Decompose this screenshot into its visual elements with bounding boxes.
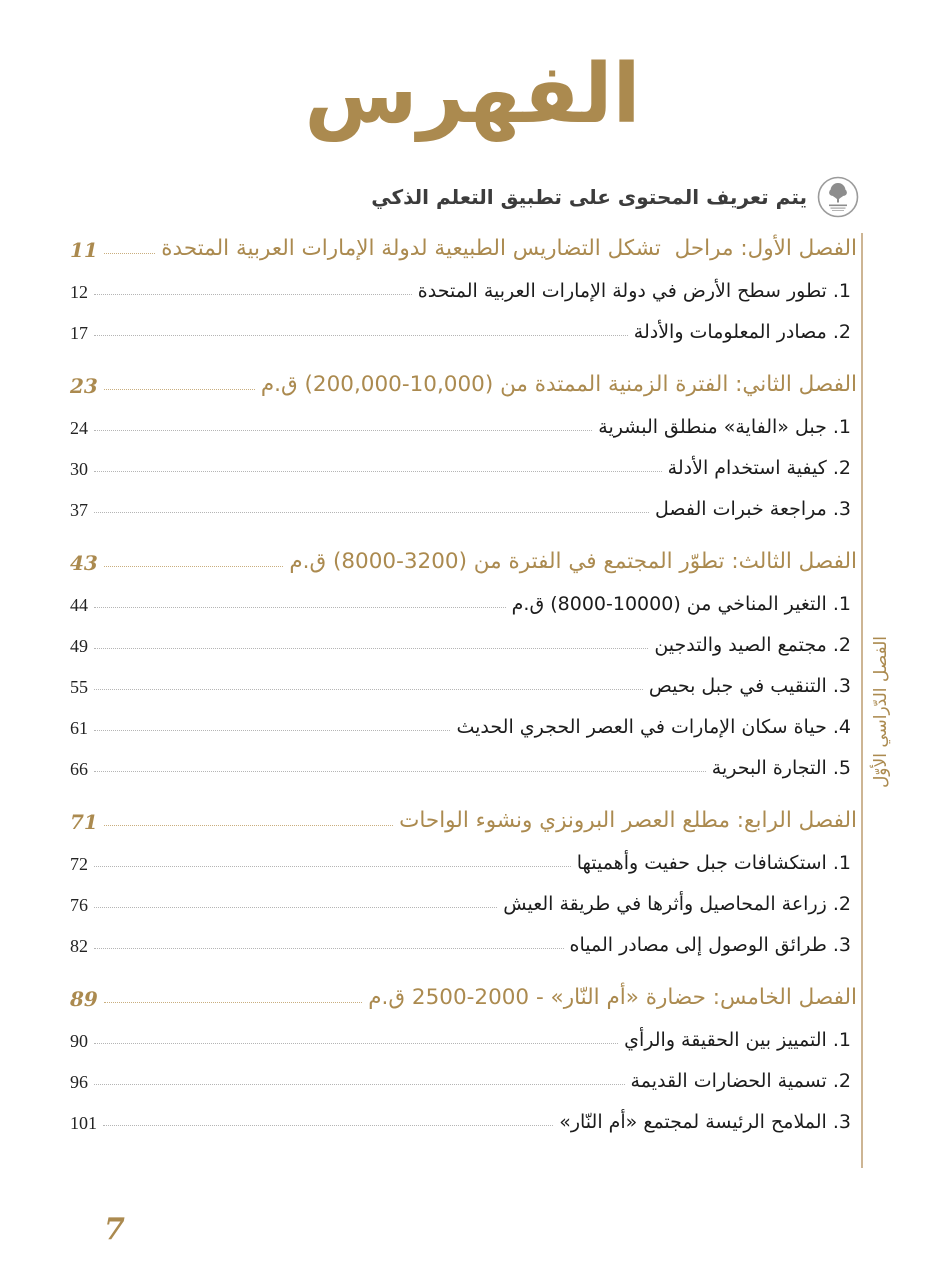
- toc-item-row-page-number: 101: [70, 1113, 97, 1133]
- toc-item-row-page-number: 61: [70, 718, 88, 738]
- page-number: 7: [104, 1212, 125, 1247]
- dotted-leader: [94, 907, 497, 908]
- dotted-leader: [94, 730, 450, 731]
- toc-item-row-label: 2. تسمية الحضارات القديمة: [630, 1070, 851, 1092]
- page-title: الفهرس: [304, 47, 641, 142]
- smart-learning-note: [371, 176, 859, 218]
- toc-item-row-page-number: 76: [70, 895, 88, 915]
- toc-item-row: [70, 578, 857, 619]
- toc-chapter-row: [70, 537, 857, 578]
- toc-item-row-page-number: 49: [70, 636, 88, 656]
- dotted-leader: [104, 253, 155, 254]
- toc-item-row-label: 1. تطور سطح الأرض في دولة الإمارات العربية المتحدة: [417, 280, 851, 302]
- toc-chapter-row-label: الفصل الأول: مراحل تشكل التضاريس الطبيعية لدولة الإمارات العربية المتحدة: [161, 236, 857, 261]
- toc-chapter-row-page-number: 43: [70, 551, 98, 575]
- toc-item-row: [70, 837, 857, 878]
- dotted-leader: [104, 389, 255, 390]
- dotted-leader: [103, 1125, 553, 1126]
- toc-item-row-page-number: 30: [70, 459, 88, 479]
- dotted-leader: [94, 948, 564, 949]
- toc-chapter-row-page-number: 71: [70, 810, 98, 834]
- toc-item-row-label: 3. الملامح الرئيسة لمجتمع «أم النّار»: [559, 1111, 851, 1133]
- toc-item-row: [70, 919, 857, 960]
- toc-item-row-label: 2. مجتمع الصيد والتدجين: [654, 634, 851, 656]
- toc-item-row-page-number: 17: [70, 323, 88, 343]
- toc-item-row: [70, 401, 857, 442]
- dotted-leader: [94, 471, 662, 472]
- toc-chapter-row-label: الفصل الثالث: تطوّر المجتمع في الفترة من (3200-8000) ق.م: [289, 549, 857, 574]
- toc-item-row: [70, 1096, 857, 1137]
- toc-item-row-label: 3. طرائق الوصول إلى مصادر المياه: [569, 934, 851, 956]
- toc-item-row-label: 1. جبل «الفاية» منطلق البشرية: [598, 416, 851, 438]
- toc-item-row: [70, 483, 857, 524]
- toc-item-row-page-number: 66: [70, 759, 88, 779]
- dotted-leader: [94, 866, 571, 867]
- toc-item-row-label: 1. استكشافات جبل حفيت وأهميتها: [576, 852, 851, 874]
- toc-item-row-label: 4. حياة سكان الإمارات في العصر الحجري الحديث: [456, 716, 851, 738]
- toc-item-row: [70, 878, 857, 919]
- toc-item-row: [70, 619, 857, 660]
- dotted-leader: [104, 566, 283, 567]
- toc-item-row-page-number: 90: [70, 1031, 88, 1051]
- toc-item-row-page-number: 55: [70, 677, 88, 697]
- toc-item-row: [70, 660, 857, 701]
- toc-item-row-page-number: 24: [70, 418, 88, 438]
- toc-item-row: [70, 1055, 857, 1096]
- dotted-leader: [94, 512, 649, 513]
- toc-item-row-label: 3. التنقيب في جبل بحيص: [648, 675, 851, 697]
- toc-chapter-row-page-number: 89: [70, 987, 98, 1011]
- toc-item-row-label: 3. مراجعة خبرات الفصل: [655, 498, 851, 520]
- toc-item-row-page-number: 82: [70, 936, 88, 956]
- dotted-leader: [94, 607, 506, 608]
- semester-sidebar-label: الفصل الدّراسي الأوّل: [871, 635, 891, 789]
- toc-item-row: [70, 442, 857, 483]
- dotted-leader: [94, 1043, 618, 1044]
- toc-item-row: [70, 1014, 857, 1055]
- toc-item-row-label: 2. زراعة المحاصيل وأثرها في طريقة العيش: [503, 893, 851, 915]
- toc-item-row: [70, 742, 857, 783]
- toc-item-row-label: 2. كيفية استخدام الأدلة: [667, 457, 851, 479]
- toc-chapter-row-label: الفصل الخامس: حضارة «أم النّار» - 2000-2500 ق.م: [368, 985, 857, 1010]
- toc-item-row: [70, 265, 857, 306]
- toc-item-row-page-number: 96: [70, 1072, 88, 1092]
- toc-chapter-row-page-number: 23: [70, 374, 98, 398]
- toc-item-row-label: 5. التجارة البحرية: [711, 757, 851, 779]
- toc-chapter-row-label: الفصل الثاني: الفترة الزمنية الممتدة من (10,000-200,000) ق.م: [260, 372, 857, 397]
- dotted-leader: [94, 771, 706, 772]
- toc-item-row-page-number: 44: [70, 595, 88, 615]
- toc-item-row-label: 2. مصادر المعلومات والأدلة: [633, 321, 851, 343]
- smart-learning-note-text: يتم تعريف المحتوى على تطبيق التعلم الذكي: [371, 185, 807, 209]
- sidebar-divider-line: [861, 233, 863, 1168]
- dotted-leader: [94, 294, 412, 295]
- dotted-leader: [104, 1002, 362, 1003]
- dotted-leader: [94, 430, 592, 431]
- toc-item-row-page-number: 12: [70, 282, 88, 302]
- toc-item-row: [70, 306, 857, 347]
- ministry-tree-logo-icon: [817, 176, 859, 218]
- toc-chapter-row: [70, 360, 857, 401]
- dotted-leader: [94, 689, 643, 690]
- dotted-leader: [94, 1084, 625, 1085]
- toc-item-row-page-number: 72: [70, 854, 88, 874]
- toc-chapter-row: [70, 796, 857, 837]
- dotted-leader: [104, 825, 393, 826]
- toc-chapter-row-label: الفصل الرابع: مطلع العصر البرونزي ونشوء الواحات: [399, 808, 857, 833]
- toc-chapter-row: [70, 973, 857, 1014]
- toc-list: [70, 224, 857, 1137]
- toc-chapter-row: [70, 224, 857, 265]
- toc-item-row-label: 1. التغير المناخي من (10000-8000) ق.م: [511, 593, 851, 615]
- toc-item-row: [70, 701, 857, 742]
- toc-item-row-label: 1. التمييز بين الحقيقة والرأي: [624, 1029, 851, 1051]
- toc-item-row-page-number: 37: [70, 500, 88, 520]
- dotted-leader: [94, 335, 628, 336]
- dotted-leader: [94, 648, 648, 649]
- toc-chapter-row-page-number: 11: [70, 238, 98, 262]
